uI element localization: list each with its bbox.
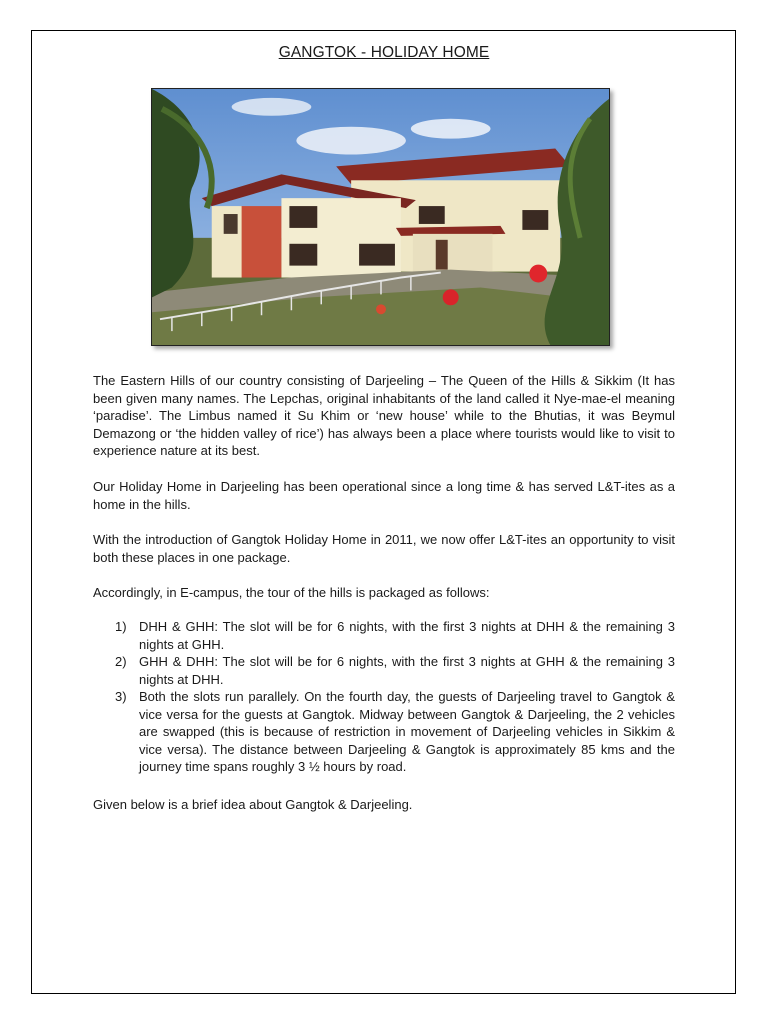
page-title: GANGTOK - HOLIDAY HOME (278, 44, 490, 61)
building-illustration (152, 89, 609, 345)
list-number: 3) (115, 689, 127, 704)
list-item (93, 653, 675, 688)
accordingly-paragraph: Accordingly, in E-campus, the tour of the hills is packaged as follows: (93, 585, 490, 600)
list-text: Both the slots run parallely. On the fourth day, the guests of Darjeeling travel to Gangtok & vice versa for the guests at Gangtok. Midway between Gangtok & Darjeeling, the 2 vehicles are swapped (this is because of restriction in movement of Darjeeling vehicles in Sikkim & vice versa). The distance between Darjeeling & Gangtok is approximately 85 kms and the journey time spans roughly 3 ½ hours by road. (139, 689, 675, 774)
list-text: DHH & GHH: The slot will be for 6 nights, with the first 3 nights at DHH & the remaining 3 nights at GHH. (139, 619, 675, 652)
darjeeling-paragraph: Our Holiday Home in Darjeeling has been operational since a long time & has served L&T-ites as a home in the hills. (93, 479, 675, 512)
list-item (93, 618, 675, 653)
closing-paragraph: Given below is a brief idea about Gangtok & Darjeeling. (93, 797, 413, 812)
gangtok-paragraph: With the introduction of Gangtok Holiday Home in 2011, we now offer L&T-ites an opportunity to visit both these places in one package. (93, 532, 675, 565)
list-number: 1) (115, 619, 127, 634)
list-number: 2) (115, 654, 127, 669)
list-item (93, 688, 675, 776)
holiday-home-photo (151, 88, 610, 346)
package-list (93, 618, 675, 776)
intro-paragraph: The Eastern Hills of our country consisting of Darjeeling – The Queen of the Hills & Sikkim (It has been given many names. The Lepchas, original inhabitants of the land called it Nye-mae-el meaning ‘paradise’. The Limbus named it Su Khim or ‘new house’ while to the Bhutias, it was Beymul Demazong or ‘the hidden valley of rice’) has always been a place where tourists would like to visit to experience nature at its best. (93, 373, 675, 458)
list-text: GHH & DHH: The slot will be for 6 nights, with the first 3 nights at GHH & the remaining 3 nights at DHH. (139, 654, 675, 687)
